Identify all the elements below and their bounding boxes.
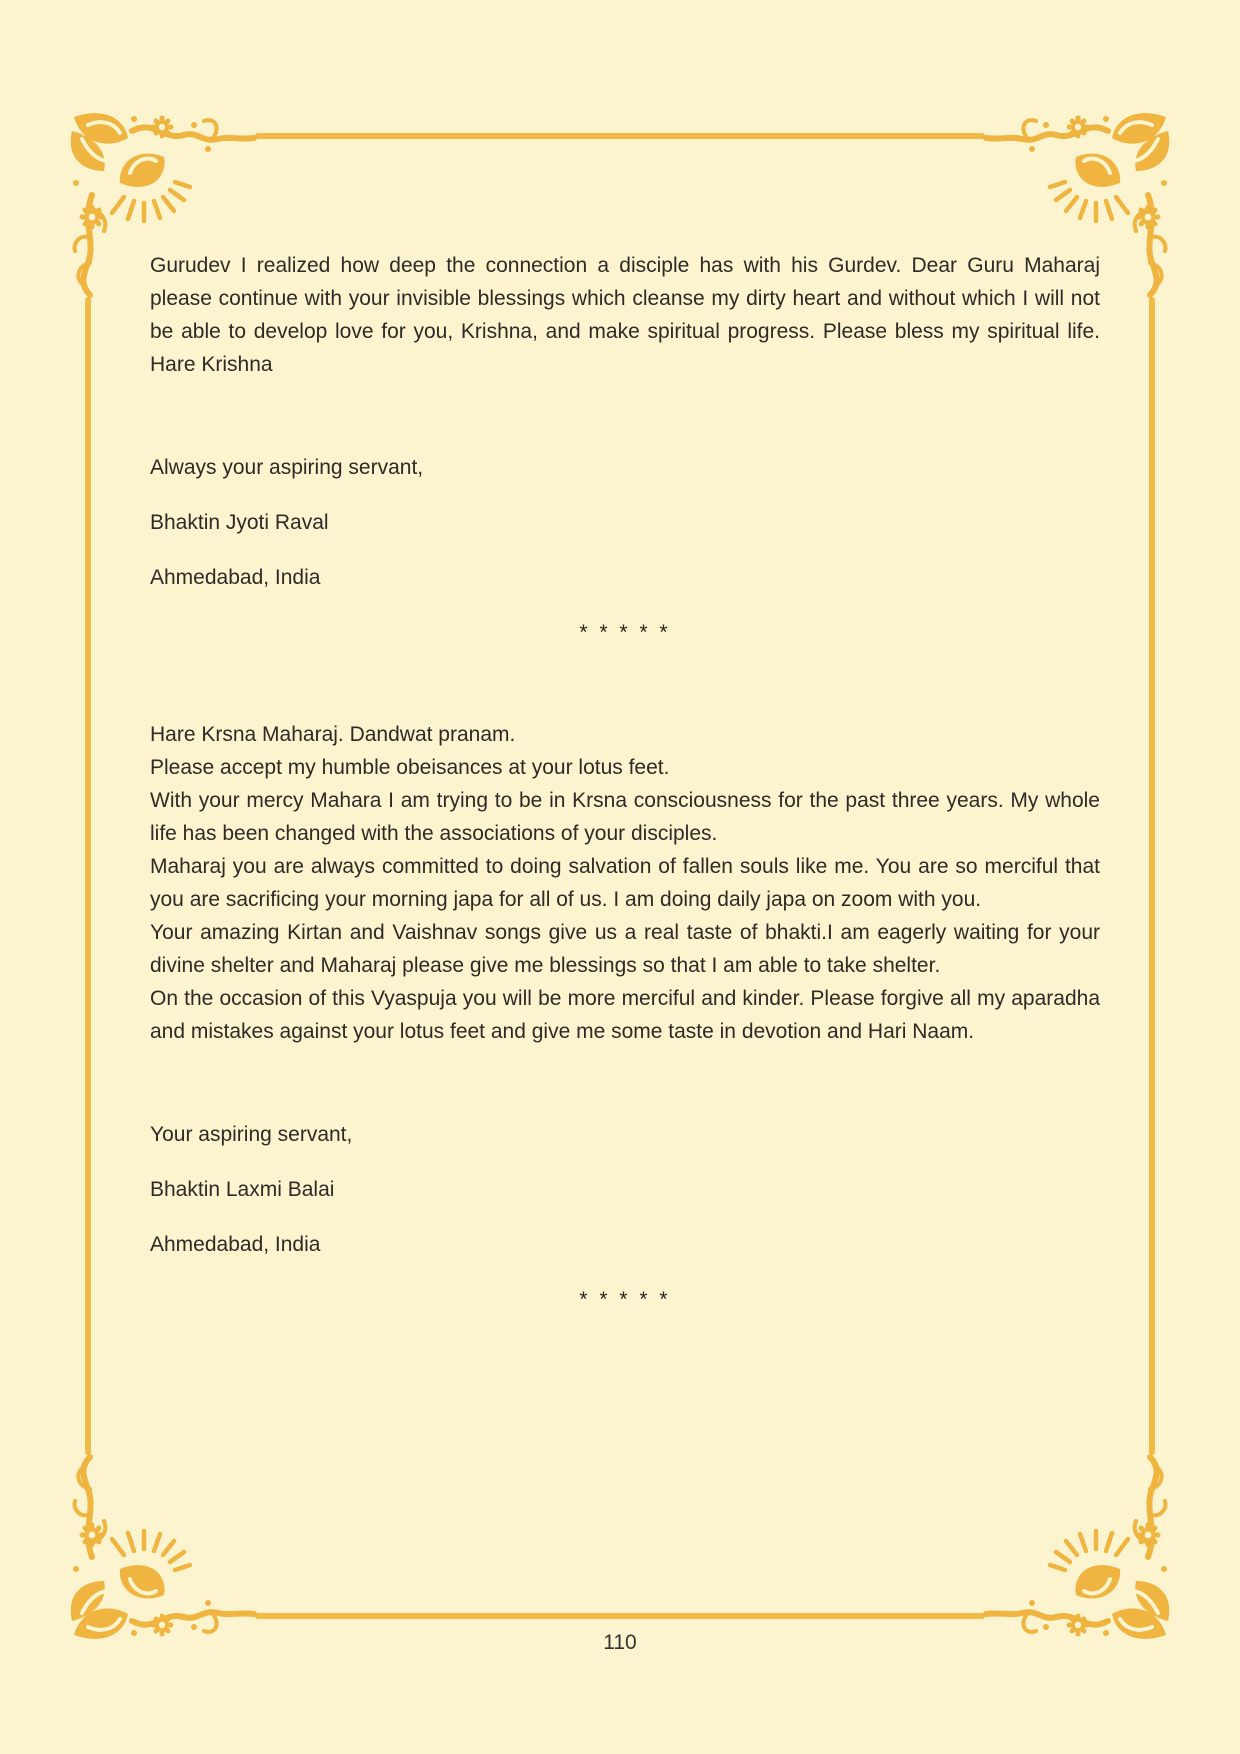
frame-line-right [1149, 297, 1155, 1455]
signature-block [150, 1118, 1100, 1261]
frame-line-bottom [255, 1613, 985, 1619]
letter-1 [150, 249, 1100, 594]
letter-paragraph: Hare Krsna Maharaj. Dandwat pranam. [150, 723, 516, 746]
author-name: Bhaktin Jyoti Raval [150, 511, 329, 534]
author-location: Ahmedabad, India [150, 1233, 321, 1256]
frame-line-top [255, 133, 985, 139]
letter-paragraph: Please accept my humble obeisances at your lotus feet. [150, 756, 670, 779]
page-content [150, 249, 1100, 1316]
signoff-line: Always your aspiring servant, [150, 456, 424, 479]
author-name: Bhaktin Laxmi Balai [150, 1178, 335, 1201]
letter-paragraph: Maharaj you are always committed to doing salvation of fallen souls like me. You are so merciful that you are sacrificing your morning japa for all of us. I am doing daily japa on zoom with you. [150, 855, 1100, 911]
section-separator: * * * * * [579, 621, 671, 644]
signoff-line: Your aspiring servant, [150, 1123, 353, 1146]
letter-paragraph: Your amazing Kirtan and Vaishnav songs give us a real taste of bhakti.I am eagerly waiting for your divine shelter and Maharaj please give me blessings so that I am able to take shelter. [150, 921, 1100, 977]
corner-ornament-bottom-left-icon [62, 1452, 257, 1647]
signature-block [150, 451, 1100, 594]
letter-2 [150, 718, 1100, 1261]
letter-paragraph: With your mercy Mahara I am trying to be in Krsna consciousness for the past three years. My whole life has been changed with the associations of your disciples. [150, 789, 1100, 845]
author-location: Ahmedabad, India [150, 566, 321, 589]
letter-paragraph: Gurudev I realized how deep the connection a disciple has with his Gurdev. Dear Guru Maharaj please continue with your invisible blessings which cleanse my dirty heart and without which I will not be able to develop love for you, Krishna, and make spiritual progress. Please bless my spiritual life. Hare Krishna [150, 254, 1100, 376]
frame-line-left [85, 297, 91, 1455]
corner-ornament-bottom-right-icon [983, 1452, 1178, 1647]
page-number: 110 [603, 1631, 637, 1654]
section-separator: * * * * * [579, 1288, 671, 1311]
letter-paragraph: On the occasion of this Vyaspuja you will be more merciful and kinder. Please forgive all my aparadha and mistakes against your lotus feet and give me some taste in devotion and Hari Naam. [150, 987, 1100, 1043]
